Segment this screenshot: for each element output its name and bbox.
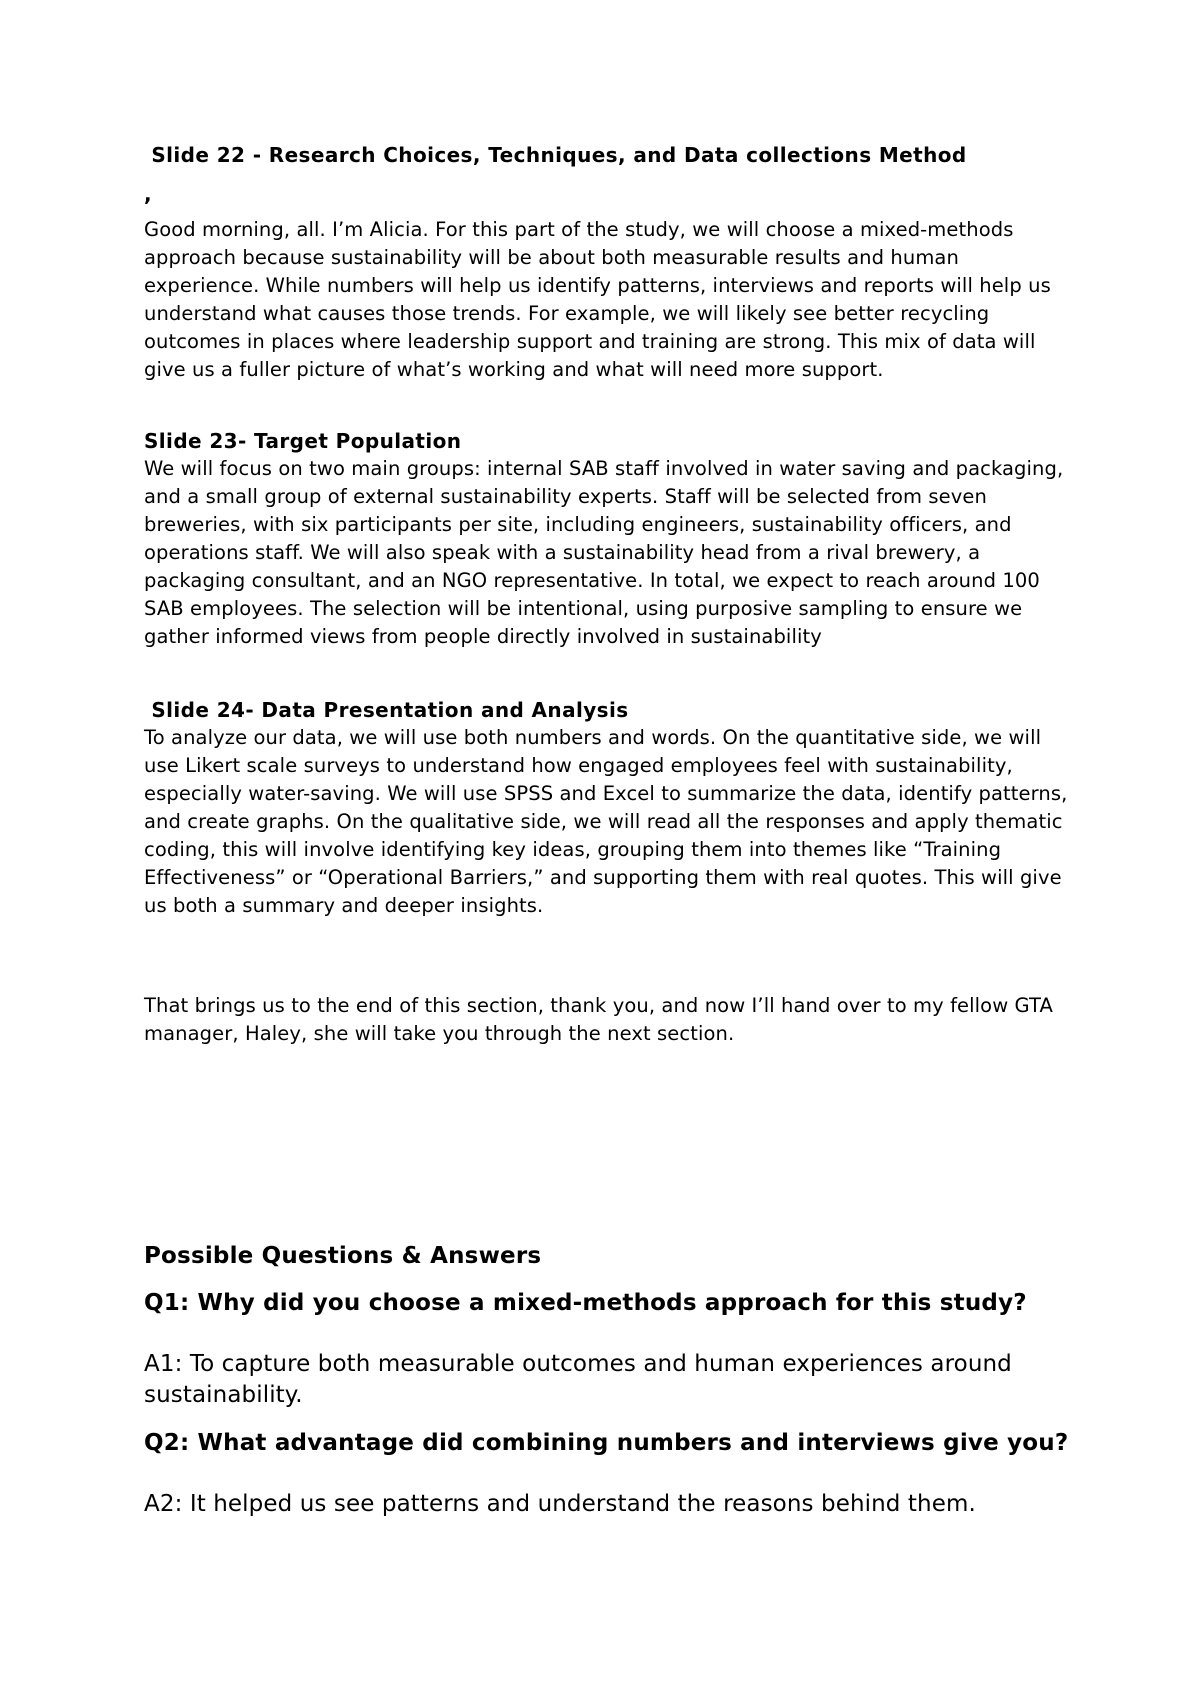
- question-2: Q2: What advantage did combining numbers and interviews give you?: [144, 1430, 1069, 1456]
- slide-23-heading: Slide 23- Target Population: [144, 429, 462, 453]
- answer-2: A2: It helped us see patterns and understand the reasons behind them.: [144, 1491, 976, 1517]
- closing-paragraph: That brings us to the end of this section, thank you, and now I’ll hand over to my fellow GTA manager, Haley, she will take you through the next section.: [144, 994, 1053, 1045]
- slide-22-stray-comma: ,: [144, 182, 152, 206]
- question-1: Q1: Why did you choose a mixed-methods approach for this study?: [144, 1290, 1027, 1316]
- answer-1: A1: To capture both measurable outcomes and human experiences around sustainability.: [144, 1351, 1012, 1408]
- slide-24-body: To analyze our data, we will use both numbers and words. On the quantitative side, we will use Likert scale surveys to understand how engaged employees feel with sustainability, especially water-saving. We will use SPSS and Excel to summarize the data, identify patterns, and create graphs. On the qualitative side, we will read all the responses and apply thematic coding, this will involve identifying key ideas, grouping them into themes like “Training Effectiveness” or “Operational Barriers,” and supporting them with real quotes. This will give us both a summary and deeper insights.: [144, 726, 1068, 917]
- qa-heading: Possible Questions & Answers: [144, 1243, 542, 1269]
- slide-23-body: We will focus on two main groups: internal SAB staff involved in water saving and packaging, and a small group of external sustainability experts. Staff will be selected from seven breweries, with six participants per site, including engineers, sustainability officers, and operations staff. We will also speak with a sustainability head from a rival brewery, a packaging consultant, and an NGO representative. In total, we expect to reach around 100 SAB employees. The selection will be intentional, using purposive sampling to ensure we gather informed views from people directly involved in sustainability: [144, 457, 1064, 648]
- slide-24-heading: Slide 24- Data Presentation and Analysis: [144, 698, 629, 722]
- slide-22-body: Good morning, all. I’m Alicia. For this part of the study, we will choose a mixed-methods approach because sustainability will be about both measurable results and human experience. While numbers will help us identify patterns, interviews and reports will help us understand what causes those trends. For example, we will likely see better recycling outcomes in places where leadership support and training are strong. This mix of data will give us a fuller picture of what’s working and what will need more support.: [144, 218, 1051, 381]
- slide-22-heading: Slide 22 - Research Choices, Techniques, and Data collections Method: [144, 143, 967, 167]
